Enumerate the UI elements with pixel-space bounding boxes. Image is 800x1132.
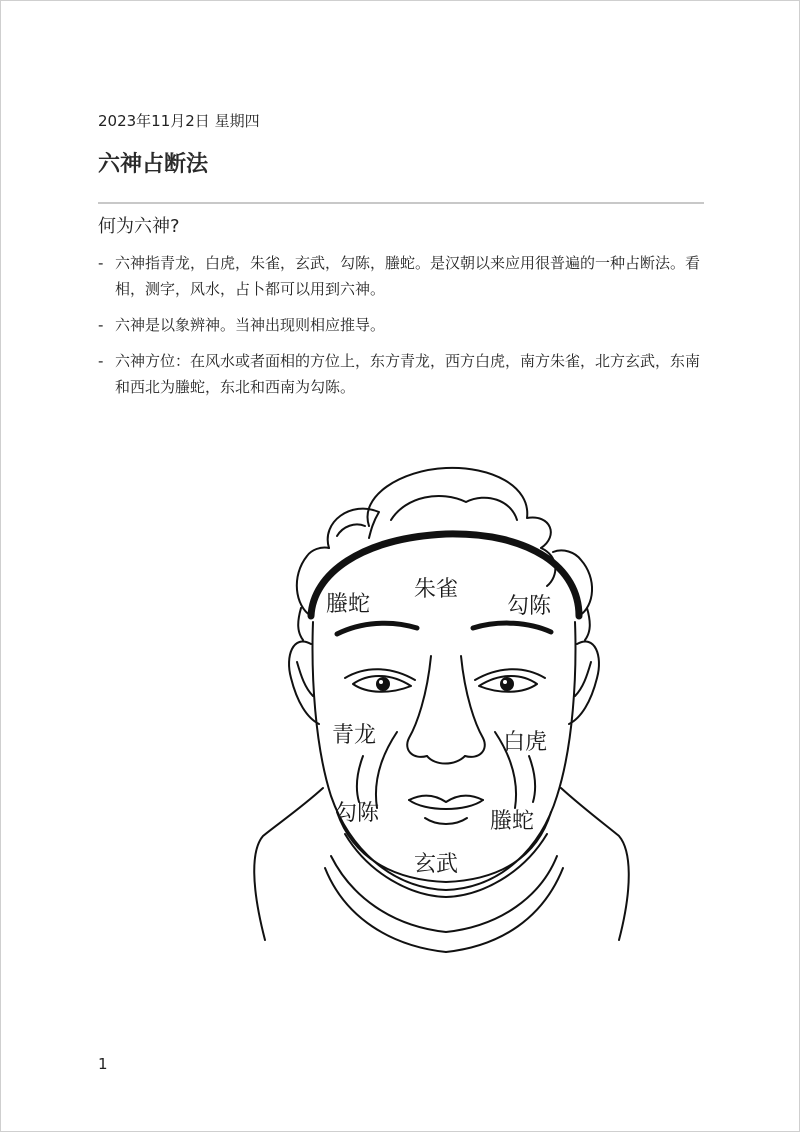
label-mid-right: 白虎 (502, 730, 548, 755)
section-heading: 何为六神? (98, 216, 180, 237)
right-shoulder (561, 788, 629, 940)
label-bottom-center: 玄武 (413, 852, 459, 877)
right-eyebrow (473, 623, 551, 632)
bullet-text: 六神是以象辨神。当神出现则相应推导。 (115, 316, 386, 334)
bullet-dash: - (98, 352, 104, 370)
bullet-item (98, 348, 708, 400)
bullet-dash: - (98, 254, 104, 272)
label-low-left: 勾陈 (334, 801, 380, 826)
left-pupil (376, 677, 390, 691)
bullet-text: 六神方位：在风水或者面相的方位上，东方青龙，西方白虎，南方朱雀，北方玄武，东南和西北为螣蛇，东北和西南为勾陈。 (115, 352, 701, 396)
bullet-dash: - (98, 316, 104, 334)
label-top-center: 朱雀 (413, 577, 459, 602)
mouth (409, 796, 483, 802)
label-top-right: 勾陈 (506, 594, 552, 619)
face-illustration (241, 456, 641, 956)
document-date: 2023年11月2日 星期四 (98, 112, 260, 130)
left-eyebrow (337, 623, 417, 634)
bullet-item (98, 250, 708, 302)
nose (407, 656, 431, 757)
bullet-list (98, 250, 708, 410)
page-number: 1 (98, 1055, 108, 1073)
left-shoulder (254, 788, 323, 940)
face-diagram (241, 456, 641, 956)
label-low-right: 螣蛇 (489, 809, 535, 834)
right-pupil (500, 677, 514, 691)
title-divider (98, 202, 704, 204)
label-top-left: 螣蛇 (325, 592, 371, 617)
bullet-item (98, 312, 708, 338)
label-mid-left: 青龙 (331, 723, 377, 748)
document-title: 六神占断法 (98, 152, 209, 177)
bullet-text: 六神指青龙，白虎，朱雀，玄武，勾陈，螣蛇。是汉朝以来应用很普遍的一种占断法。看相，测字，风水，占卜都可以用到六神。 (115, 254, 701, 298)
